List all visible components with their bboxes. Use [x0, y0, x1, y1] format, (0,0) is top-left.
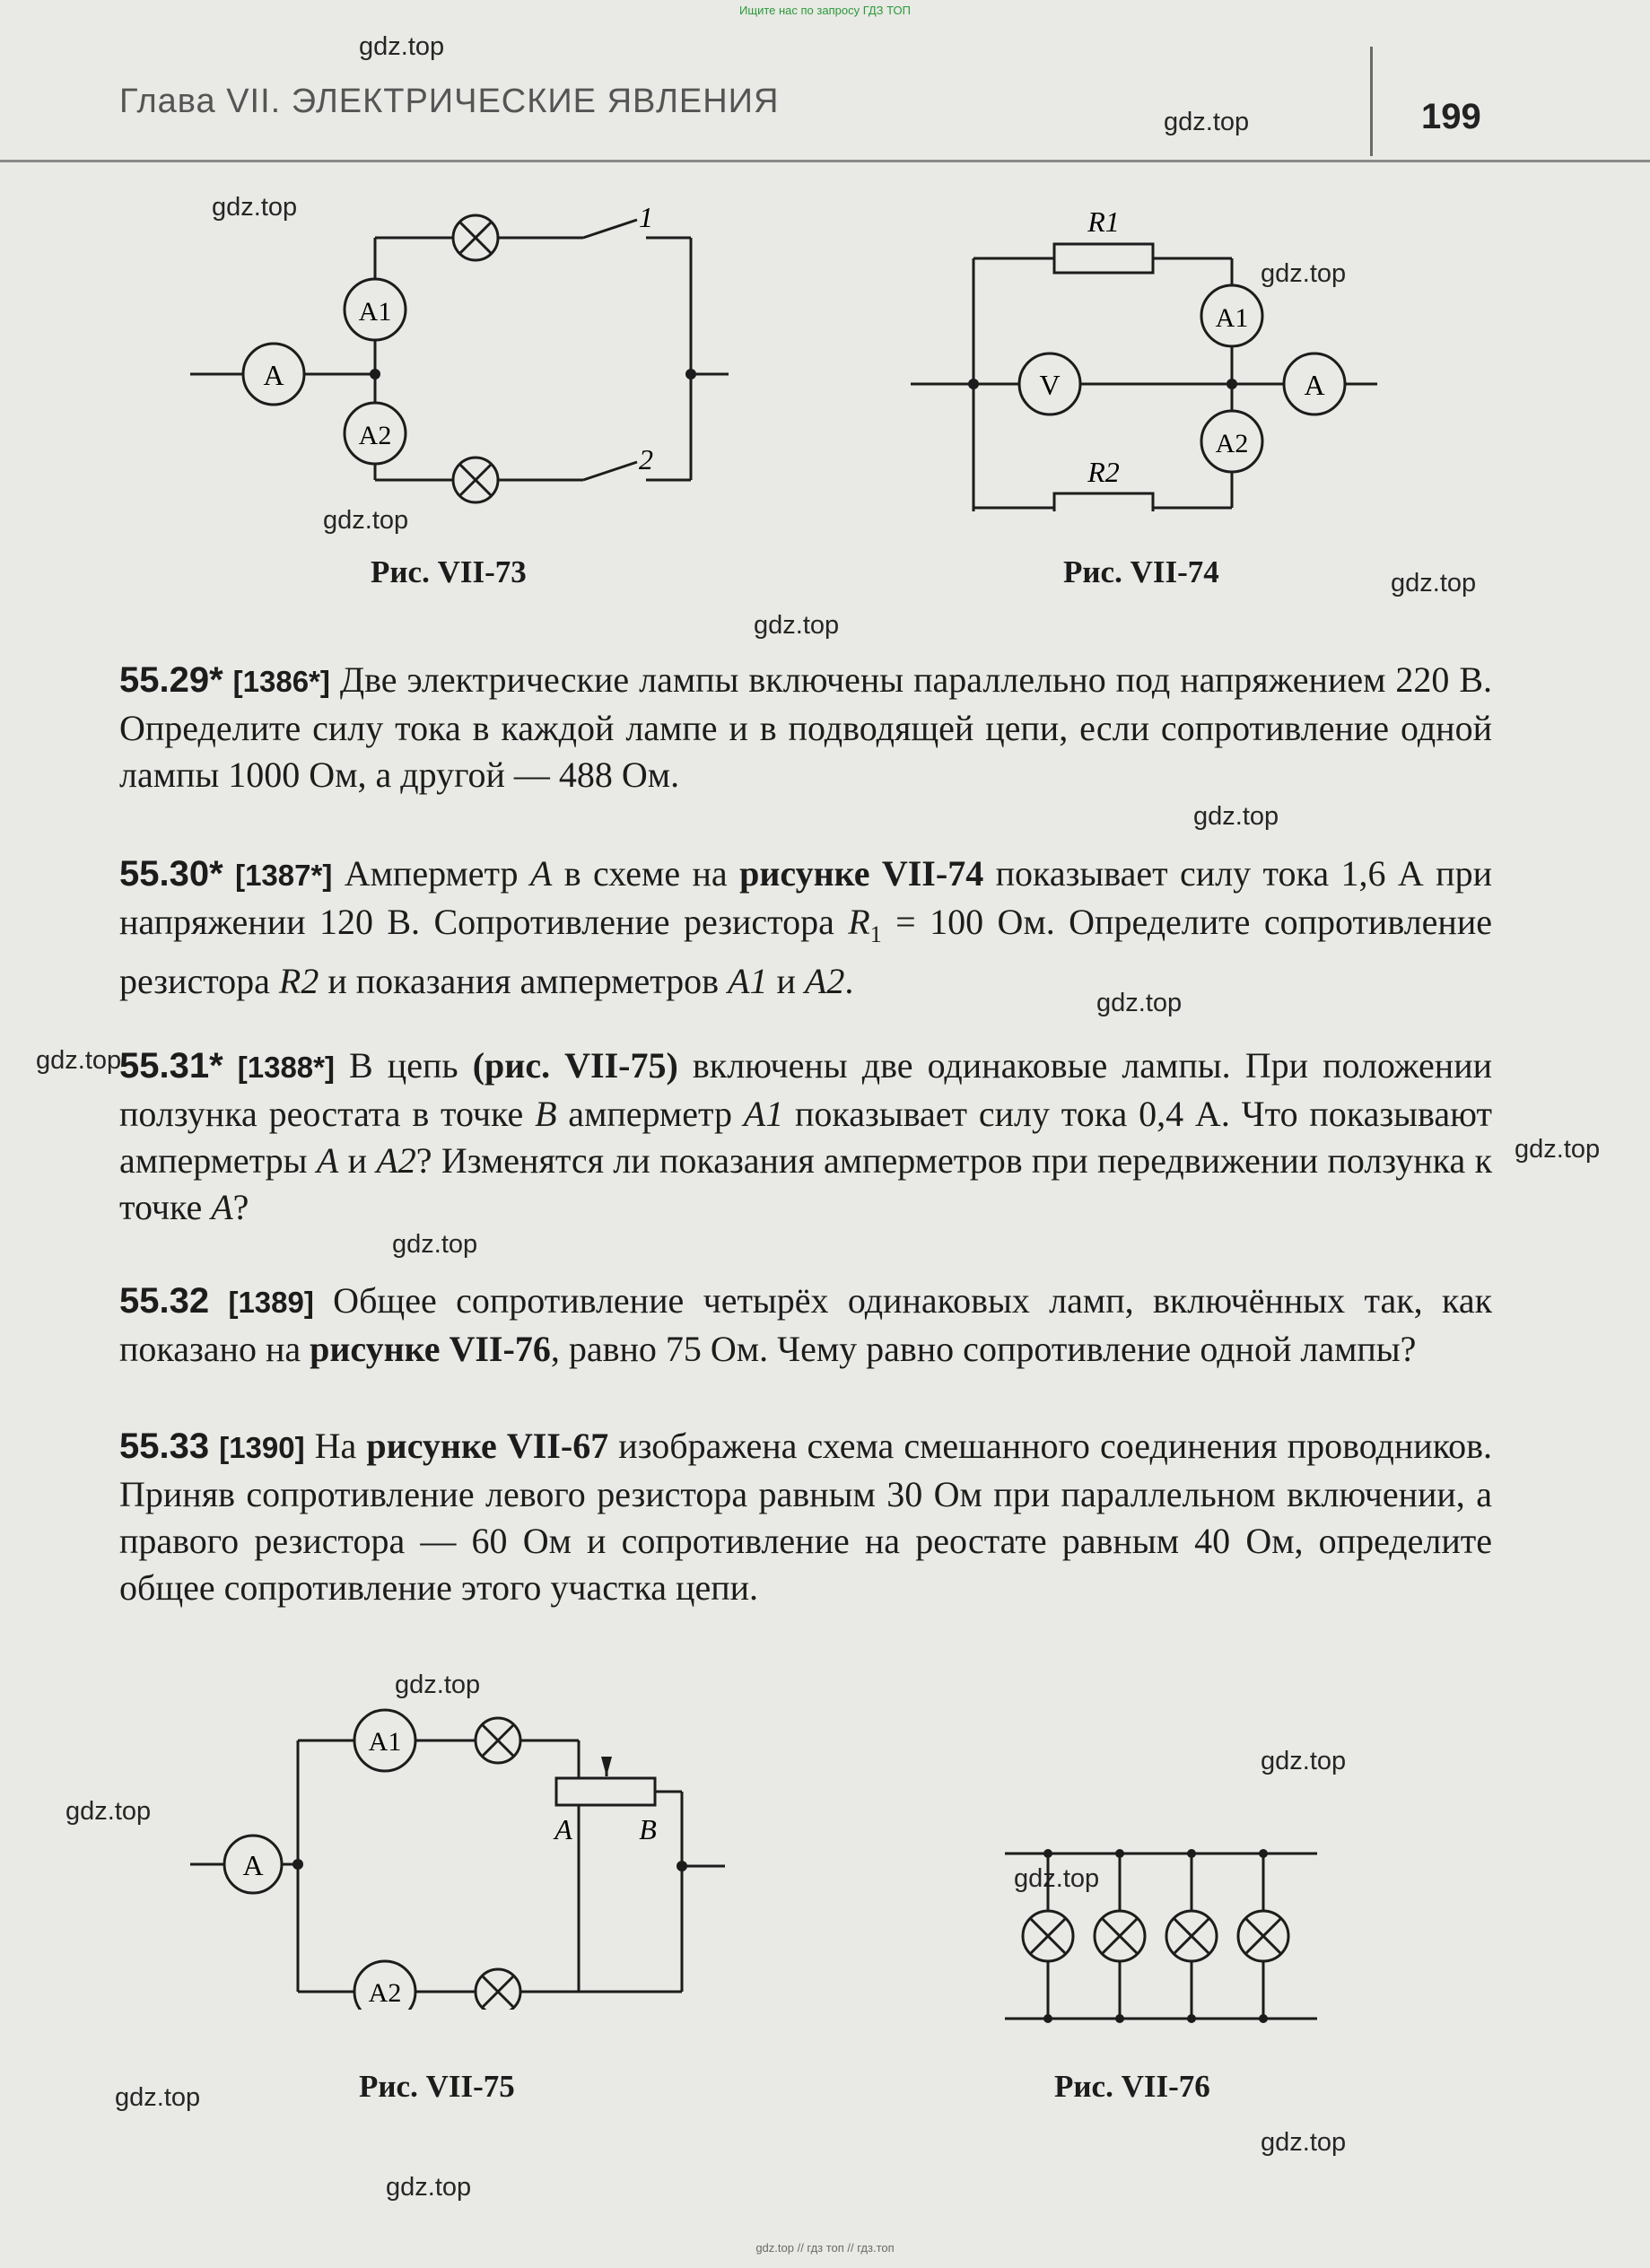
figure-vii-74 [902, 188, 1386, 511]
meter-a1-label: A1 [1215, 303, 1249, 333]
watermark: gdz.top [392, 1230, 478, 1259]
header-divider [1370, 47, 1373, 156]
meter-a1-label: A1 [368, 1727, 402, 1757]
problem-55-29: 55.29* [1386*] Две электрические лампы включены параллельно под напряжением 220 В. Определите силу тока в каждой лампе и в подводящей цепи, если сопротивление одной лампы 1000 Ом, а другой — 488 Ом. [119, 659, 1493, 795]
meter-a2-label: A2 [368, 1978, 402, 2008]
meter-a2-label: A2 [358, 421, 392, 450]
watermark: gdz.top [359, 32, 445, 61]
watermark: gdz.top [1261, 1747, 1347, 1775]
problem-55-31: 55.31* [1388*] В цепь (рис. VII-75) включены две одинаковые лампы. При положении ползунка реостата в точке B амперметр A1 показывает силу тока 0,4 А. Что показывают амперметры A и A2? Изменятся ли показания амперметров при передвижении ползунка к точке A? [119, 1045, 1493, 1227]
page-number: 199 [1421, 97, 1481, 136]
figure-vii-74-caption: Рис. VII-74 [1063, 554, 1219, 589]
watermark: gdz.top [386, 2173, 472, 2202]
figure-vii-73 [179, 184, 736, 534]
figure-vii-75 [179, 1705, 736, 2010]
figure-vii-76 [996, 1839, 1337, 2037]
switch-2-label: 2 [639, 443, 653, 475]
watermark: gdz.top [1193, 802, 1279, 831]
watermark: gdz.top [1261, 2128, 1347, 2157]
watermark: gdz.top [65, 1797, 152, 1826]
meter-a-label: A [1304, 369, 1325, 401]
watermark: gdz.top [1164, 108, 1250, 136]
figure-vii-73-caption: Рис. VII-73 [371, 554, 527, 589]
watermark: gdz.top [1391, 569, 1477, 598]
problem-55-32: 55.32 [1389] Общее сопротивление четырёх одинаковых ламп, включённых так, как показано на рисунке VII-76, равно 75 Ом. Чему равно сопротивление одной лампы? [119, 1280, 1493, 1369]
resistor-r2-label: R2 [1087, 456, 1120, 488]
watermark: gdz.top [1261, 259, 1347, 288]
watermark: gdz.top [36, 1046, 122, 1075]
meter-v-label: V [1039, 369, 1061, 401]
problem-55-33: 55.33 [1390] На рисунке VII-67 изображена схема смешанного соединения проводников. Приняв сопротивление левого резистора равным 30 Ом при параллельном включении, а правого резистора — 60 Ом и сопротивление на реостате равным 40 Ом, определите общее сопротивление этого участка цепи. [119, 1426, 1493, 1608]
figure-vii-76-caption: Рис. VII-76 [1054, 2069, 1210, 2104]
watermark: gdz.top [1515, 1135, 1601, 1164]
rheostat-point-b-label: B [639, 1813, 657, 1845]
switch-1-label: 1 [639, 201, 653, 233]
watermark: gdz.top [212, 193, 298, 222]
bottom-note: gdz.top // гдз топ // гдз.топ [755, 2241, 895, 2255]
chapter-title: Глава VII. ЭЛЕКТРИЧЕСКИЕ ЯВЛЕНИЯ [119, 83, 780, 120]
rheostat-point-a-label: A [554, 1813, 572, 1845]
header-rule [0, 160, 1650, 162]
watermark: gdz.top [323, 506, 409, 535]
problem-55-30: 55.30* [1387*] Амперметр A в схеме на рисунке VII-74 показывает силу тока 1,6 А при напряжении 120 В. Сопротивление резистора $R_1 = 100$ Ом. Определите сопротивление резистора R2 и показания амперметров A1 и A2. [119, 853, 1492, 1001]
top-note: Ищите нас по запросу ГДЗ ТОП [739, 4, 911, 17]
figure-vii-75-caption: Рис. VII-75 [359, 2069, 515, 2104]
watermark: gdz.top [754, 611, 840, 640]
watermark: gdz.top [1096, 989, 1183, 1017]
meter-a-label: A [263, 359, 284, 391]
meter-a2-label: A2 [1215, 429, 1249, 458]
resistor-r1-label: R1 [1087, 205, 1120, 238]
watermark: gdz.top [115, 2083, 201, 2112]
meter-a-label: A [242, 1849, 264, 1881]
meter-a1-label: A1 [358, 297, 392, 327]
watermark: gdz.top [1014, 1864, 1100, 1893]
watermark: gdz.top [395, 1670, 481, 1699]
